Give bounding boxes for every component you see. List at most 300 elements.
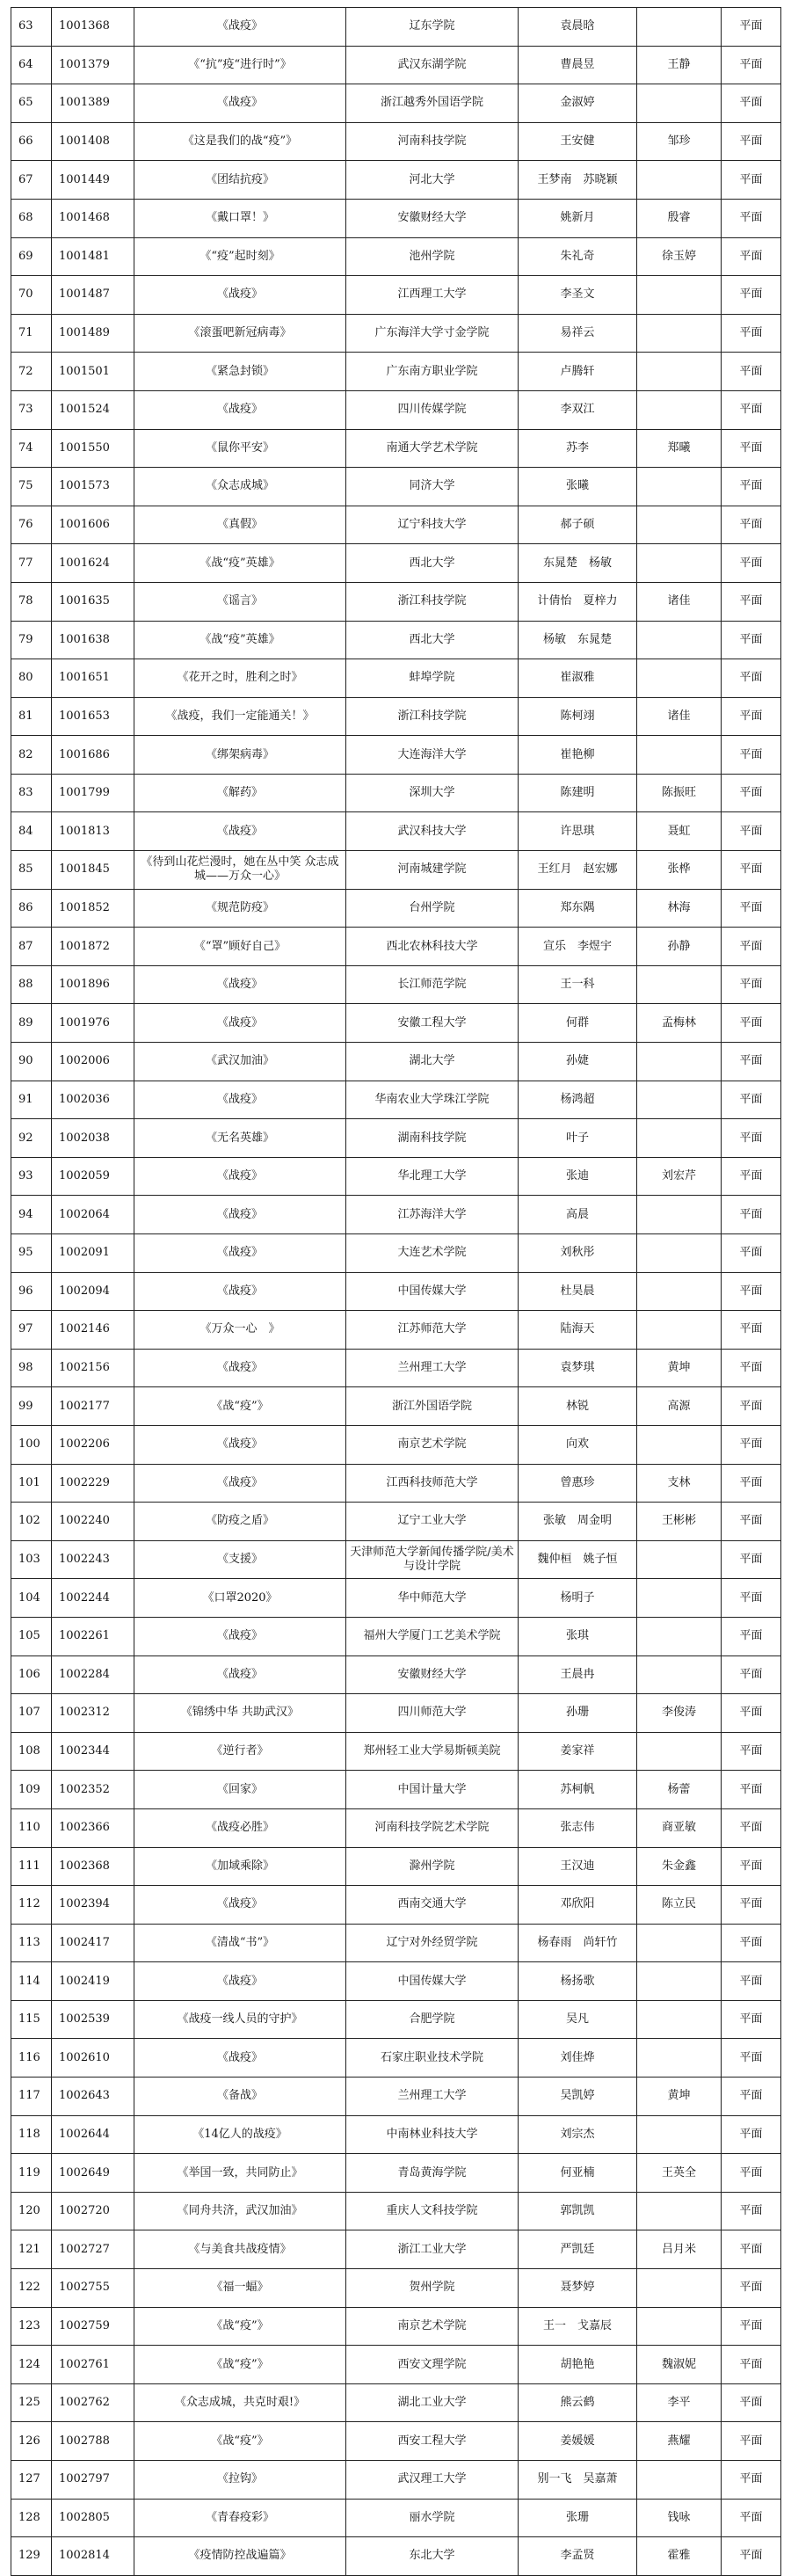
table-row [11,851,781,890]
advisor-name: 杨蕾 [637,1771,722,1809]
advisor-name [637,965,722,1004]
table-row [11,1579,781,1618]
school-name: 安徽工程大学 [346,1004,519,1043]
row-number: 94 [11,1196,52,1234]
school-name: 广东海洋大学寸金学院 [346,314,519,353]
table-row [11,1732,781,1771]
category: 平面 [722,161,781,200]
work-title: 《战疫》 [134,2039,346,2078]
work-id: 1001606 [52,506,134,544]
author-names: 杨鸿超 [519,1081,637,1119]
work-title: 《谣言》 [134,582,346,621]
author-names: 王红月 赵宏娜 [519,851,637,890]
school-name: 西安工程大学 [346,2422,519,2461]
advisor-name: 诸佳 [637,582,722,621]
work-title: 《备战》 [134,2078,346,2116]
table-row [11,1886,781,1925]
author-names: 杨明子 [519,1579,637,1618]
author-names: 邓欣阳 [519,1886,637,1925]
row-number: 74 [11,429,52,468]
advisor-name [637,8,722,47]
category: 平面 [722,1157,781,1196]
school-name: 安徽财经大学 [346,1655,519,1694]
work-id: 1002243 [52,1540,134,1579]
author-names: 向欢 [519,1425,637,1464]
advisor-name [637,2000,722,2039]
work-title: 《锦绣中华 共助武汉》 [134,1694,346,1733]
advisor-name [637,1311,722,1350]
school-name: 青岛黄海学院 [346,2154,519,2193]
work-id: 1002206 [52,1425,134,1464]
advisor-name: 钱咏 [637,2499,722,2537]
work-id: 1002240 [52,1503,134,1541]
category: 平面 [722,1464,781,1503]
table-row [11,199,781,237]
row-number: 114 [11,1962,52,2001]
category: 平面 [722,928,781,966]
author-names: 张珊 [519,2499,637,2537]
work-title: 《14亿人的战疫》 [134,2115,346,2154]
work-title: 《战疫》 [134,1655,346,1694]
category: 平面 [722,314,781,353]
category: 平面 [722,2346,781,2384]
school-name: 西北大学 [346,621,519,659]
row-number: 78 [11,582,52,621]
table-row [11,2154,781,2193]
author-names: 曹晨昱 [519,46,637,84]
school-name: 石家庄职业技术学院 [346,2039,519,2078]
work-title: 《举国一致，共同防止》 [134,2154,346,2193]
row-number: 124 [11,2346,52,2384]
advisor-name: 支林 [637,1464,722,1503]
table-row [11,544,781,583]
work-title: 《战疫》 [134,1157,346,1196]
category: 平面 [722,1579,781,1618]
work-title: 《疫情防控战遍篇》 [134,2537,346,2576]
work-title: 《花开之时，胜利之时》 [134,659,346,698]
advisor-name: 陈振旺 [637,774,722,812]
advisor-name [637,2192,722,2230]
table-row [11,1349,781,1387]
advisor-name: 王静 [637,46,722,84]
category: 平面 [722,1732,781,1771]
work-title: 《战疫》 [134,812,346,851]
school-name: 河南科技学院 [346,122,519,161]
row-number: 122 [11,2269,52,2308]
work-id: 1002284 [52,1655,134,1694]
work-title: 《“抗”疫“进行时”》 [134,46,346,84]
category: 平面 [722,1886,781,1925]
category: 平面 [722,2078,781,2116]
advisor-name [637,161,722,200]
author-names: 袁晨晗 [519,8,637,47]
row-number: 88 [11,965,52,1004]
row-number: 86 [11,889,52,928]
work-title: 《战疫》 [134,1962,346,2001]
school-name: 同济大学 [346,468,519,506]
school-name: 长江师范学院 [346,965,519,1004]
table-row [11,1119,781,1158]
school-name: 江西理工大学 [346,276,519,315]
category: 平面 [722,1924,781,1962]
school-name: 浙江科技学院 [346,582,519,621]
work-id: 1001489 [52,314,134,353]
school-name: 台州学院 [346,889,519,928]
row-number: 100 [11,1425,52,1464]
work-title: 《战疫》 [134,1196,346,1234]
row-number: 96 [11,1272,52,1311]
work-title: 《战疫》 [134,8,346,47]
work-title: 《拉钩》 [134,2461,346,2500]
work-id: 1002312 [52,1694,134,1733]
category: 平面 [722,774,781,812]
row-number: 125 [11,2383,52,2422]
advisor-name [637,1579,722,1618]
work-id: 1001449 [52,161,134,200]
work-title: 《战疫》 [134,390,346,429]
row-number: 91 [11,1081,52,1119]
work-id: 1002797 [52,2461,134,2500]
author-names: 张曦 [519,468,637,506]
table-row [11,1694,781,1733]
row-number: 116 [11,2039,52,2078]
table-row [11,276,781,315]
work-title: 《战疫》 [134,965,346,1004]
table-row [11,2230,781,2269]
table-row [11,84,781,123]
advisor-name [637,353,722,391]
work-title: 《“罩”顾好自己》 [134,928,346,966]
work-id: 1001635 [52,582,134,621]
author-names: 陆海天 [519,1311,637,1350]
row-number: 111 [11,1847,52,1886]
advisor-name: 徐玉婷 [637,237,722,276]
school-name: 江西科技师范大学 [346,1464,519,1503]
table-row [11,2192,781,2230]
work-id: 1002419 [52,1962,134,2001]
author-names: 姜家祥 [519,1732,637,1771]
work-id: 1001487 [52,276,134,315]
table-row [11,1081,781,1119]
work-title: 《加域乘除》 [134,1847,346,1886]
category: 平面 [722,1349,781,1387]
school-name: 福州大学厦门工艺美术学院 [346,1617,519,1655]
work-title: 《战疫》 [134,1349,346,1387]
work-id: 1002366 [52,1808,134,1847]
advisor-name [637,276,722,315]
advisor-name [637,1732,722,1771]
table-row [11,1004,781,1043]
work-title: 《无名英雄》 [134,1119,346,1158]
work-id: 1002649 [52,2154,134,2193]
advisor-name [637,1425,722,1464]
school-name: 蚌埠学院 [346,659,519,698]
row-number: 102 [11,1503,52,1541]
author-names: 陈柯翊 [519,697,637,736]
work-id: 1001501 [52,353,134,391]
row-number: 98 [11,1349,52,1387]
table-row [11,928,781,966]
row-number: 84 [11,812,52,851]
work-id: 1002643 [52,2078,134,2116]
school-name: 华北理工大学 [346,1157,519,1196]
table-row [11,2307,781,2346]
author-names: 刘佳烨 [519,2039,637,2078]
work-id: 1001368 [52,8,134,47]
author-names: 刘宗杰 [519,2115,637,2154]
school-name: 滁州学院 [346,1847,519,1886]
school-name: 武汉科技大学 [346,812,519,851]
advisor-name [637,390,722,429]
table-row [11,1311,781,1350]
row-number: 99 [11,1387,52,1426]
advisor-name [637,2039,722,2078]
author-names: 苏柯帆 [519,1771,637,1809]
work-title: 《鼠你平安》 [134,429,346,468]
author-names: 魏仲桓 姚子恒 [519,1540,637,1579]
work-id: 1002762 [52,2383,134,2422]
work-id: 1002036 [52,1081,134,1119]
row-number: 109 [11,1771,52,1809]
advisor-name: 陈立民 [637,1886,722,1925]
row-number: 95 [11,1234,52,1273]
work-id: 1001408 [52,122,134,161]
advisor-name: 张桦 [637,851,722,890]
advisor-name: 孙静 [637,928,722,966]
work-title: 《万众一心 》 [134,1311,346,1350]
table-row [11,889,781,928]
work-id: 1002244 [52,1579,134,1618]
work-title: 《战疫》 [134,1234,346,1273]
category: 平面 [722,237,781,276]
table-row [11,736,781,775]
school-name: 武汉理工大学 [346,2461,519,2500]
school-name: 江苏海洋大学 [346,1196,519,1234]
work-id: 1002814 [52,2537,134,2576]
row-number: 69 [11,237,52,276]
advisor-name [637,1540,722,1579]
table-row [11,1771,781,1809]
work-title: 《战疫，我们一定能通关！》 [134,697,346,736]
work-id: 1002759 [52,2307,134,2346]
category: 平面 [722,1425,781,1464]
advisor-name [637,84,722,123]
work-id: 1001976 [52,1004,134,1043]
work-id: 1001813 [52,812,134,851]
work-id: 1002038 [52,1119,134,1158]
author-names: 聂梦婷 [519,2269,637,2308]
work-id: 1002417 [52,1924,134,1962]
advisor-name [637,1272,722,1311]
advisor-name [637,1655,722,1694]
author-names: 叶子 [519,1119,637,1158]
work-title: 《与美食共战疫情》 [134,2230,346,2269]
row-number: 65 [11,84,52,123]
category: 平面 [722,1119,781,1158]
advisor-name: 孟梅林 [637,1004,722,1043]
category: 平面 [722,122,781,161]
category: 平面 [722,2269,781,2308]
work-title: 《战疫》 [134,1425,346,1464]
author-names: 东晁楚 杨敏 [519,544,637,583]
table-row [11,621,781,659]
advisor-name: 霍雅 [637,2537,722,2576]
school-name: 浙江外国语学院 [346,1387,519,1426]
author-names: 杨春雨 尚轩竹 [519,1924,637,1962]
table-row [11,1425,781,1464]
advisor-name [637,1119,722,1158]
category: 平面 [722,1771,781,1809]
work-id: 1002368 [52,1847,134,1886]
author-names: 熊云鹤 [519,2383,637,2422]
school-name: 广东南方职业学院 [346,353,519,391]
category: 平面 [722,621,781,659]
school-name: 河南科技学院艺术学院 [346,1808,519,1847]
author-names: 袁梦琪 [519,1349,637,1387]
table-row [11,237,781,276]
table-row [11,1464,781,1503]
work-title: 《清战“书”》 [134,1924,346,1962]
school-name: 南通大学艺术学院 [346,429,519,468]
school-name: 大连艺术学院 [346,1234,519,1273]
row-number: 71 [11,314,52,353]
school-name: 中国传媒大学 [346,1272,519,1311]
table-row [11,2078,781,2116]
award-table-body [11,8,781,2576]
author-names: 苏李 [519,429,637,468]
author-names: 林锐 [519,1387,637,1426]
work-title: 《众志成城，共克时艰!》 [134,2383,346,2422]
table-row [11,2000,781,2039]
table-row [11,390,781,429]
school-name: 湖南科技学院 [346,1119,519,1158]
advisor-name [637,468,722,506]
category: 平面 [722,582,781,621]
school-name: 河北大学 [346,161,519,200]
row-number: 108 [11,1732,52,1771]
author-names: 高晨 [519,1196,637,1234]
row-number: 106 [11,1655,52,1694]
work-id: 1002755 [52,2269,134,2308]
row-number: 85 [11,851,52,890]
work-id: 1001852 [52,889,134,928]
row-number: 120 [11,2192,52,2230]
row-number: 80 [11,659,52,698]
advisor-name [637,1043,722,1081]
work-id: 1001651 [52,659,134,698]
advisor-name [637,544,722,583]
author-names: 许思琪 [519,812,637,851]
table-row [11,1043,781,1081]
advisor-name: 邹珍 [637,122,722,161]
category: 平面 [722,2115,781,2154]
author-names: 张志伟 [519,1808,637,1847]
table-row [11,2383,781,2422]
work-id: 1002229 [52,1464,134,1503]
work-id: 1001389 [52,84,134,123]
work-title: 《福一蝠》 [134,2269,346,2308]
row-number: 83 [11,774,52,812]
work-title: 《战疫一线人员的守护》 [134,2000,346,2039]
category: 平面 [722,2537,781,2576]
row-number: 76 [11,506,52,544]
work-title: 《绑架病毒》 [134,736,346,775]
work-id: 1002146 [52,1311,134,1350]
work-id: 1002539 [52,2000,134,2039]
work-title: 《战疫必胜》 [134,1808,346,1847]
school-name: 贺州学院 [346,2269,519,2308]
school-name: 兰州理工大学 [346,1349,519,1387]
category: 平面 [722,2039,781,2078]
author-names: 曾惠珍 [519,1464,637,1503]
school-name: 深圳大学 [346,774,519,812]
table-row [11,1655,781,1694]
row-number: 81 [11,697,52,736]
work-title: 《紧急封锁》 [134,353,346,391]
category: 平面 [722,1196,781,1234]
row-number: 82 [11,736,52,775]
author-names: 胡艳艳 [519,2346,637,2384]
work-id: 1001799 [52,774,134,812]
work-id: 1002177 [52,1387,134,1426]
author-names: 王汉迪 [519,1847,637,1886]
row-number: 113 [11,1924,52,1962]
table-row [11,8,781,47]
row-number: 87 [11,928,52,966]
table-row [11,1503,781,1541]
work-id: 1002006 [52,1043,134,1081]
work-id: 1002064 [52,1196,134,1234]
table-row [11,468,781,506]
category: 平面 [722,1503,781,1541]
author-names: 陈建明 [519,774,637,812]
work-id: 1001872 [52,928,134,966]
advisor-name [637,1196,722,1234]
work-title: 《战疫》 [134,1886,346,1925]
school-name: 河南城建学院 [346,851,519,890]
work-id: 1001524 [52,390,134,429]
author-names: 严凯廷 [519,2230,637,2269]
row-number: 121 [11,2230,52,2269]
author-names: 王一科 [519,965,637,1004]
work-title: 《回家》 [134,1771,346,1809]
school-name: 中国传媒大学 [346,1962,519,2001]
school-name: 中南林业科技大学 [346,2115,519,2154]
school-name: 四川传媒学院 [346,390,519,429]
work-id: 1001573 [52,468,134,506]
row-number: 66 [11,122,52,161]
category: 平面 [722,659,781,698]
advisor-name [637,659,722,698]
work-id: 1002094 [52,1272,134,1311]
table-row [11,314,781,353]
work-title: 《战疫》 [134,1464,346,1503]
work-title: 《滚蛋吧新冠病毒》 [134,314,346,353]
row-number: 107 [11,1694,52,1733]
category: 平面 [722,390,781,429]
category: 平面 [722,2422,781,2461]
table-row [11,812,781,851]
school-name: 天津师范大学新闻传播学院/美术与设计学院 [346,1540,519,1579]
school-name: 合肥学院 [346,2000,519,2039]
work-id: 1001845 [52,851,134,890]
row-number: 90 [11,1043,52,1081]
row-number: 92 [11,1119,52,1158]
row-number: 112 [11,1886,52,1925]
advisor-name: 聂虹 [637,812,722,851]
school-name: 兰州理工大学 [346,2078,519,2116]
category: 平面 [722,353,781,391]
